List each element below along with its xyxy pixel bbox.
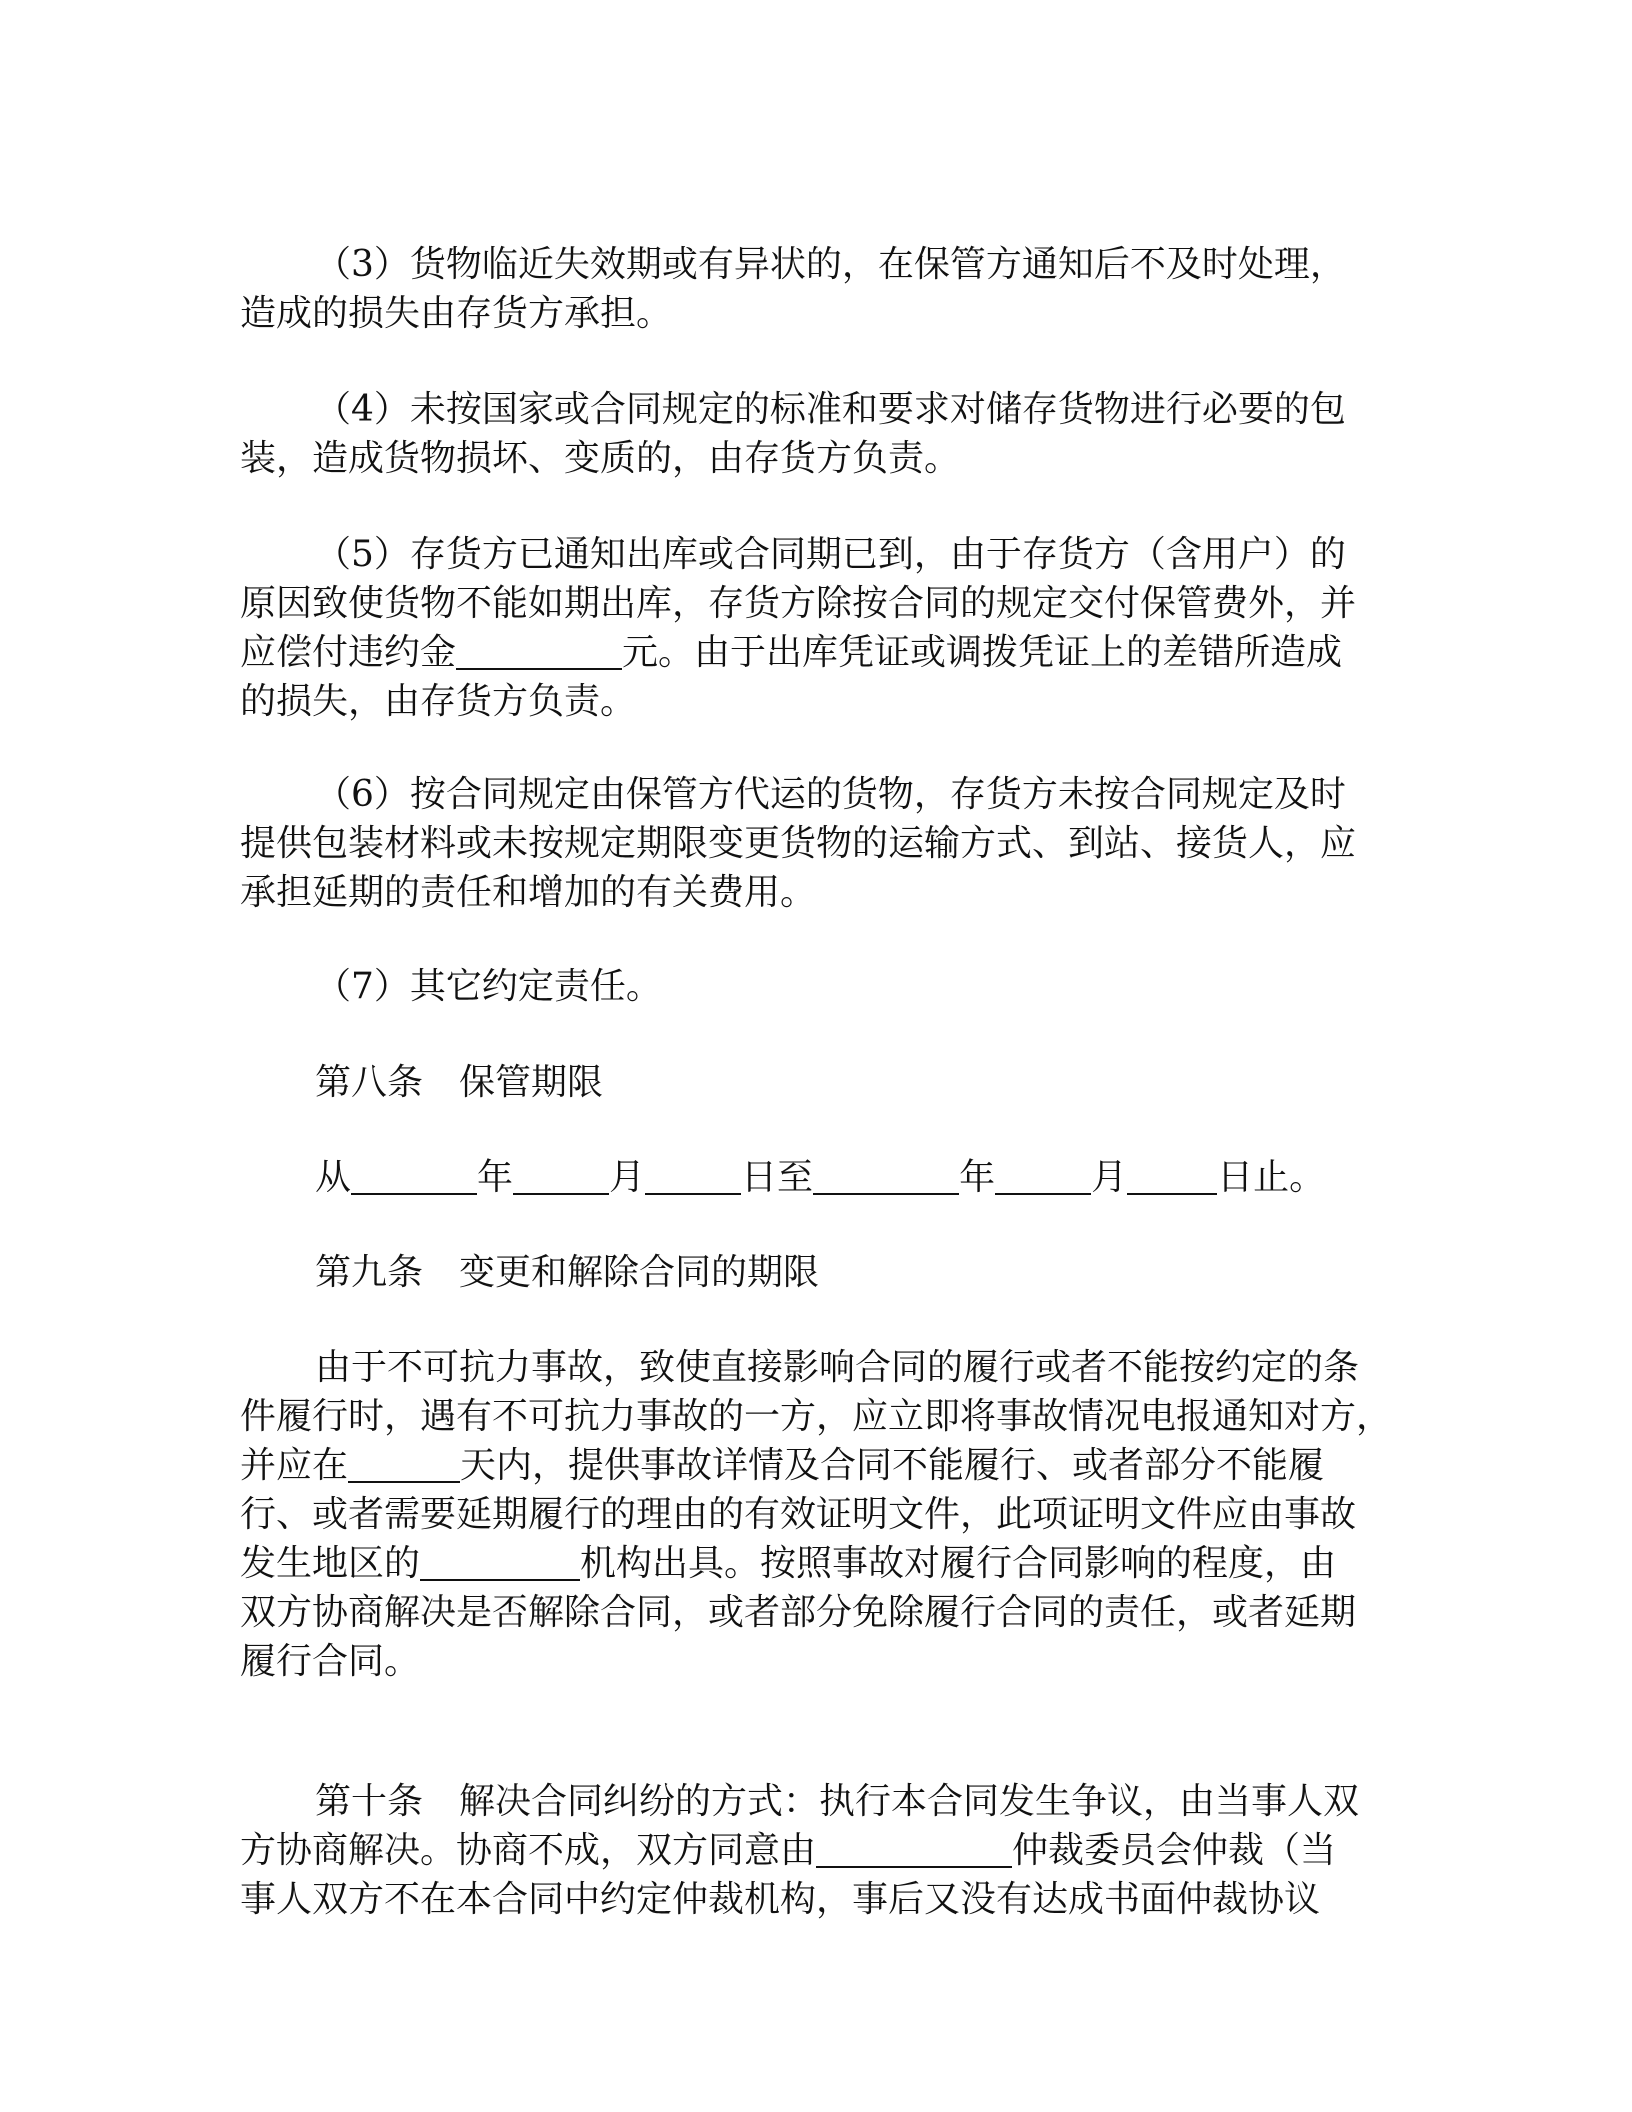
article-9-title: 变更和解除合同的期限 bbox=[459, 1252, 820, 1293]
arbitration-committee-blank[interactable] bbox=[816, 1830, 1012, 1868]
article-9-heading bbox=[240, 1248, 819, 1297]
article-9-line-5: 发生地区的 机构出具。按照事故对履行合同影响的程度，由 bbox=[240, 1543, 1337, 1584]
clause-5-line-3-b: 元。由于出库凭证或调拨凭证上的差错所造成 bbox=[622, 632, 1343, 673]
clause-5-line-3-a: 应偿付违约金 bbox=[240, 632, 457, 673]
start-year-blank[interactable] bbox=[351, 1157, 477, 1195]
day-to-label: 日至 bbox=[741, 1157, 814, 1198]
day-end-label: 日止。 bbox=[1217, 1157, 1326, 1198]
clause-5-line-1: （5）存货方已通知出库或合同期已到，由于存货方（含用户）的 bbox=[315, 534, 1346, 575]
end-year-blank[interactable] bbox=[813, 1157, 959, 1195]
clause-6-line-1: （6）按合同规定由保管方代运的货物，存货方未按合同规定及时 bbox=[315, 774, 1346, 815]
clause-5-line-4: 的损失，由存货方负责。 bbox=[240, 681, 637, 722]
clause-6-line-3: 承担延期的责任和增加的有关费用。 bbox=[240, 872, 817, 913]
clause-7 bbox=[240, 962, 662, 1011]
article-9-line-1: 由于不可抗力事故，致使直接影响合同的履行或者不能按约定的条 bbox=[315, 1347, 1360, 1388]
clause-3-line-2: 造成的损失由存货方承担。 bbox=[240, 293, 673, 334]
article-10-line-1: 第十条 解决合同纠纷的方式：执行本合同发生争议，由当事人双 bbox=[315, 1781, 1360, 1822]
start-month-blank[interactable] bbox=[513, 1157, 609, 1195]
article-10-line-2: 方协商解决。协商不成，双方同意由 仲裁委员会仲裁（当 bbox=[240, 1830, 1337, 1871]
year-label-2: 年 bbox=[959, 1157, 996, 1198]
article-8-title: 保管期限 bbox=[459, 1062, 604, 1103]
authority-blank[interactable] bbox=[420, 1543, 580, 1581]
article-9-line-2: 件履行时，遇有不可抗力事故的一方，应立即将事故情况电报通知对方， bbox=[240, 1396, 1393, 1437]
clause-3-line-1: （3）货物临近失效期或有异状的，在保管方通知后不及时处理， bbox=[315, 244, 1346, 285]
clause-4-line-1: （4）未按国家或合同规定的标准和要求对储存货物进行必要的包 bbox=[315, 389, 1346, 430]
article-9-line-4: 行、或者需要延期履行的理由的有效证明文件，此项证明文件应由事故 bbox=[240, 1494, 1357, 1535]
month-label-2: 月 bbox=[1091, 1157, 1128, 1198]
article-8-number: 第八条 bbox=[315, 1062, 424, 1103]
article-8-heading bbox=[240, 1058, 603, 1107]
article-10-body bbox=[240, 1777, 1359, 1924]
clause-7-line-1: （7）其它约定责任。 bbox=[315, 966, 662, 1007]
clause-5-line-3 bbox=[240, 628, 1356, 677]
end-day-blank[interactable] bbox=[1127, 1157, 1217, 1195]
end-month-blank[interactable] bbox=[995, 1157, 1091, 1195]
from-label: 从 bbox=[315, 1157, 352, 1198]
penalty-amount-blank[interactable] bbox=[456, 632, 622, 670]
article-9-number: 第九条 bbox=[315, 1252, 424, 1293]
article-9-line-6: 双方协商解决是否解除合同，或者部分免除履行合同的责任，或者延期 bbox=[240, 1592, 1357, 1633]
month-label-1: 月 bbox=[609, 1157, 646, 1198]
clause-6-line-2: 提供包装材料或未按规定期限变更货物的运输方式、到站、接货人，应 bbox=[240, 823, 1357, 864]
clause-3 bbox=[240, 240, 1346, 338]
clause-5-line-2: 原因致使货物不能如期出库，存货方除按合同的规定交付保管费外，并 bbox=[240, 583, 1357, 624]
article-9-line-3: 并应在 天内，提供事故详情及合同不能履行、或者部分不能履 bbox=[240, 1445, 1325, 1486]
clause-4-line-2: 装，造成货物损坏、变质的，由存货方负责。 bbox=[240, 438, 961, 479]
storage-period-line bbox=[240, 1153, 1325, 1202]
year-label-1: 年 bbox=[477, 1157, 514, 1198]
clause-5 bbox=[240, 530, 1356, 726]
days-blank[interactable] bbox=[348, 1445, 460, 1483]
article-9-body bbox=[240, 1343, 1392, 1686]
article-10-number: 第十条 bbox=[315, 1781, 424, 1822]
article-10-line-3: 事人双方不在本合同中约定仲裁机构，事后又没有达成书面仲裁协议 bbox=[240, 1879, 1321, 1920]
clause-4 bbox=[240, 385, 1346, 483]
start-day-blank[interactable] bbox=[645, 1157, 741, 1195]
clause-6 bbox=[240, 770, 1356, 917]
article-9-line-7: 履行合同。 bbox=[240, 1641, 421, 1682]
